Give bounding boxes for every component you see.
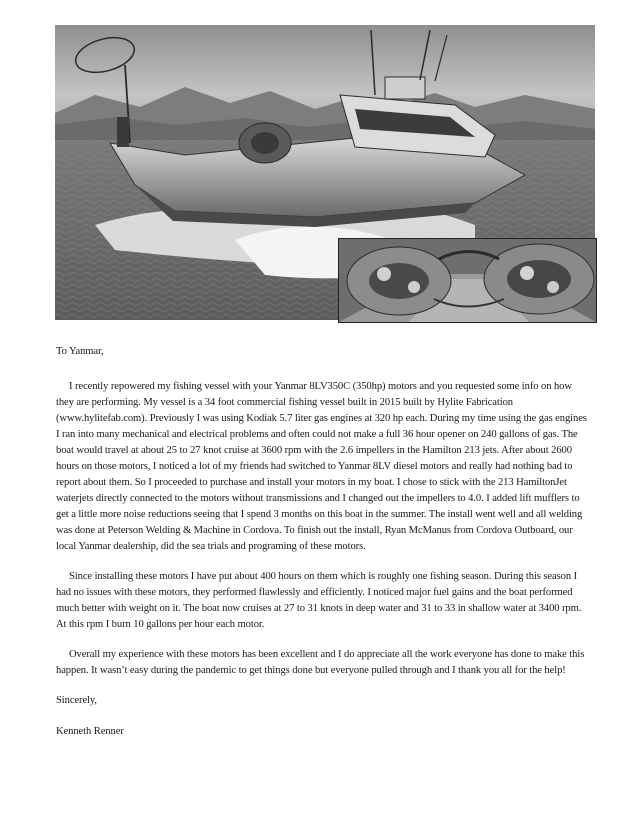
letter-closing: Sincerely, bbox=[56, 695, 97, 706]
engine-photo-graphic bbox=[339, 239, 596, 322]
engine-photo bbox=[338, 238, 597, 323]
letter-paragraph: Overall my experience with these motors has been excellent and I do appreciate all the work everyone has done to make this happen. It wasn’t easy during the pandemic to get things done but everyone pulled through and I thank you all for the help! bbox=[56, 649, 585, 676]
letter-greeting: To Yanmar, bbox=[56, 346, 104, 357]
letter-signature: Kenneth Renner bbox=[56, 726, 124, 737]
letter bbox=[56, 344, 591, 754]
letter-paragraph: Since installing these motors I have put about 400 hours on them which is roughly one fishing season. During this season I had no issues with these motors, they performed flawlessly and efficiently. I noticed major fuel gains and the boat performed much better with weight on it. The boat now cruises at 27 to 31 knots in deep water and 31 to 33 in shallow water at 3400 rpm. At this rpm I burn 10 gallons per hour each motor. bbox=[56, 571, 582, 630]
letter-paragraph: I recently repowered my fishing vessel with your Yanmar 8LV350C (350hp) motors and you requested some info on how they are performing. My vessel is a 34 foot commercial fishing vessel built in 2015 built by Hylite Fabrication (www.hylitefab.com). Previously I was using Kodiak 5.7 liter gas engines at 320 hp each. During my time using the gas engines I ran into many mechanical and electrical problems and often could not make a full 36 hour opener on 240 gallons of gas. The boat would travel at about 25 to 27 knot cruise at 3600 rpm with the 2.6 impellers in the Hamilton 213 jets. After about 2600 hours on those motors, I noticed a lot of my friends had switched to Yanmar 8LV diesel motors and really had nothing bad to report about them. So I proceeded to purchase and install your motors in my boat. I chose to stick with the 213 HamiltonJet waterjets directly connected to the motors without transmissions and I changed out the impellers to 4.0. I added lift mufflers to get a little more noise reductions seeing that I spend 3 months on this boat in the summer. The install went well and all welding was done at Peterson Welding & Machine in Cordova. To finish out the install, Ryan McManus from Cordova Outboard, our local Yanmar dealership, did the sea trials and programing of these motors. bbox=[56, 381, 587, 552]
